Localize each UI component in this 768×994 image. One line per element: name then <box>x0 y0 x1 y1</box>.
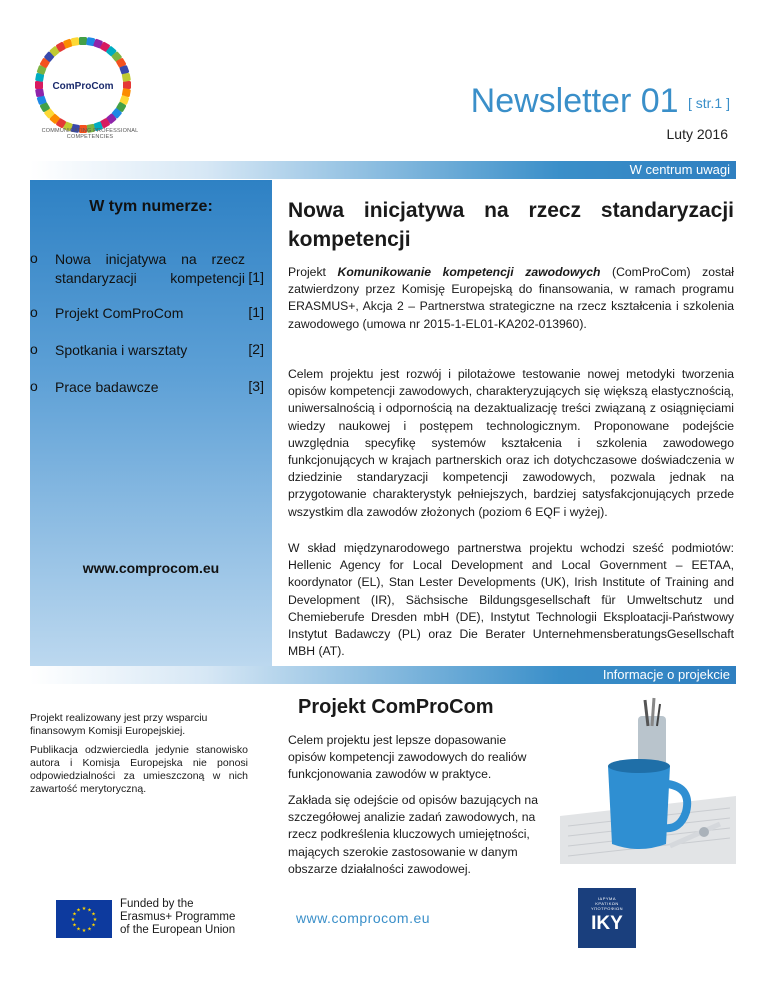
section-ribbon-focus: W centrum uwagi <box>30 161 736 179</box>
toc-item[interactable] <box>30 250 272 290</box>
logo-ring-segment <box>123 81 131 89</box>
eu-star-icon: ★ <box>70 917 76 923</box>
iky-caption <box>578 888 636 911</box>
eu-star-icon: ★ <box>87 907 92 914</box>
eu-line: Funded by the <box>120 898 194 910</box>
toc-item[interactable] <box>30 341 272 361</box>
logo-ring-segment <box>35 81 43 89</box>
coffee-mug-photo <box>560 696 736 864</box>
paragraph-prefix: Projekt <box>288 265 338 279</box>
sidebar-toc <box>30 180 272 666</box>
toc-title: W tym numerze: <box>89 198 213 215</box>
eu-star-icon: ★ <box>72 911 77 918</box>
eu-star-icon: ★ <box>72 922 77 929</box>
article-paragraph: W skład międzynarodowego partnerstwa projektu wchodzi sześć podmiotów: Hellenic Agency for Local Development and Local Government – EETAA, koordynator (EL), Stan Lester Developments (UK), Irish Institute of Training and Development (IR), Sächsische Bildungsgesellschaft für Umweltschutz und Chemieberufe Dresden mbH (DE), Instytut Technologii Eksploatacji-Państwowy Instytut Badawczy (PL) oraz Die Berater UnternehmensberatungsGesellschaft MBH (AT). <box>288 541 734 659</box>
newsletter-title <box>471 82 730 121</box>
toc-item-page: [1] <box>248 269 264 285</box>
toc-item-page: [1] <box>248 304 264 320</box>
project-name-emphasis: Komunikowanie kompetencji zawodowych <box>337 265 601 279</box>
eu-star-icon: ★ <box>76 926 81 933</box>
eu-star-icon: ★ <box>91 922 96 929</box>
logo-text: ComProCom <box>52 81 114 92</box>
paragraph-rest: (ComProCom) został zatwierdzony przez Komisję Europejską do finansowania, w ramach programu ERASMUS+, Akcja 2 – Partnerstwa strategiczne na rzecz kształcenia i szkolenia zawodowego (umowa nr 2015-1-EL01-KA202-013960). <box>288 265 734 331</box>
bullet-icon: o <box>30 304 38 320</box>
toc-item-page: [3] <box>248 378 264 394</box>
page-reference: [ str.1 ] <box>687 95 730 112</box>
comprocom-logo <box>28 30 138 140</box>
toc-item[interactable] <box>30 304 272 324</box>
article-paragraph: Celem projektu jest rozwój i pilotażowe testowanie nowej metodyki tworzenia opisów kompetencji zawodowych, charakteryzujących się większą elastycznością, uniwersalnością i odpornością na dezaktualizację treści związaną z osiągnięciami wiedzy naukowej i postępem technologicznym. Proponowane podejście uwzględnia specyfikę systemów kształcenia i szkolenia zawodowego funkcjonujących w krajach partnerskich oraz ich dotychczasowe doświadczenia w dziedzinie standaryzacji kompetencji zawodowych, pozwala jednak na przygotowanie charakterystyk pełniejszych, bardziej satysfakcjonujących przede wszystkim dla zawodów złożonych (poziom 6 EQF i wyżej). <box>288 367 734 519</box>
article-paragraph: Celem projektu jest lepsze dopasowanie opisów kompetencji zawodowych do realiów funkcjonowania zawodów w praktyce. <box>288 733 527 782</box>
iky-caption-line: ΙΔΡΥΜΑ <box>597 896 617 901</box>
footer-website-link[interactable]: www.comprocom.eu <box>296 910 431 926</box>
eu-line: Erasmus+ Programme <box>120 911 236 923</box>
article-paragraph: Zakłada się odejście od opisów bazujących na szczegółowej analizie zadań zawodowych, na rzecz podkreślenia kluczowych umiejętności, mających szerokie zastosowanie w danym obszarze działalności zawodowej. <box>288 793 538 876</box>
logo-ring-icon <box>28 30 138 140</box>
toc-item-label: Nowa inicjatywa na rzecz standaryzacji kompetencji <box>55 251 245 286</box>
article-title: Nowa inicjatywa na rzecz standaryzacji kompetencji <box>288 199 734 251</box>
issue-date: Luty 2016 <box>666 126 728 142</box>
iky-caption-line: ΚΡΑΤΙΚΩΝ <box>595 901 619 906</box>
bullet-icon: o <box>30 250 38 266</box>
iky-caption-line: ΥΠΟΤΡΟΦΙΩΝ <box>590 906 624 911</box>
iky-logo <box>578 888 636 948</box>
sidebar-website-link[interactable]: www.comprocom.eu <box>82 560 220 576</box>
eu-star-icon: ★ <box>87 926 92 933</box>
eu-star-icon: ★ <box>92 917 98 923</box>
eu-star-icon: ★ <box>76 907 81 914</box>
article-title: Projekt ComProCom <box>298 696 494 718</box>
logo-ring-segment <box>35 88 44 97</box>
eu-line: of the European Union <box>120 924 236 936</box>
article-paragraph <box>288 264 734 333</box>
logo-ring-segment <box>79 37 87 45</box>
funding-note: Projekt realizowany jest przy wsparciu finansowym Komisji Europejskiej. <box>30 712 208 737</box>
disclaimer-note: Publikacja odzwierciedla jedynie stanowisko autora i Komisja Europejska nie ponosi odpowiedzialności za umieszczoną w nich zawartość merytoryczną. <box>30 744 248 795</box>
section-ribbon-project-info: Informacje o projekcie <box>30 666 736 684</box>
eu-star-icon: ★ <box>81 906 87 912</box>
eu-star-icon: ★ <box>81 928 87 934</box>
logo-subtitle: COMMUNICATING PROFESSIONAL COMPETENCIES <box>41 128 139 140</box>
eu-star-icon: ★ <box>91 911 96 918</box>
bullet-icon: o <box>30 341 38 357</box>
logo-ring-segment <box>71 37 80 46</box>
toc-item[interactable] <box>30 378 272 398</box>
erasmus-funding-text <box>120 898 235 937</box>
bullet-icon: o <box>30 378 38 394</box>
toc-item-page: [2] <box>248 341 264 357</box>
eu-flag-icon <box>56 900 112 938</box>
iky-letters: IKY <box>591 913 623 934</box>
logo-ring-segment <box>122 73 131 82</box>
toc-item-label: Spotkania i warsztaty <box>55 342 188 358</box>
toc-item-label: Projekt ComProCom <box>55 305 184 321</box>
newsletter-title-text: Newsletter 01 <box>470 82 679 120</box>
toc-item-label: Prace badawcze <box>55 379 159 395</box>
